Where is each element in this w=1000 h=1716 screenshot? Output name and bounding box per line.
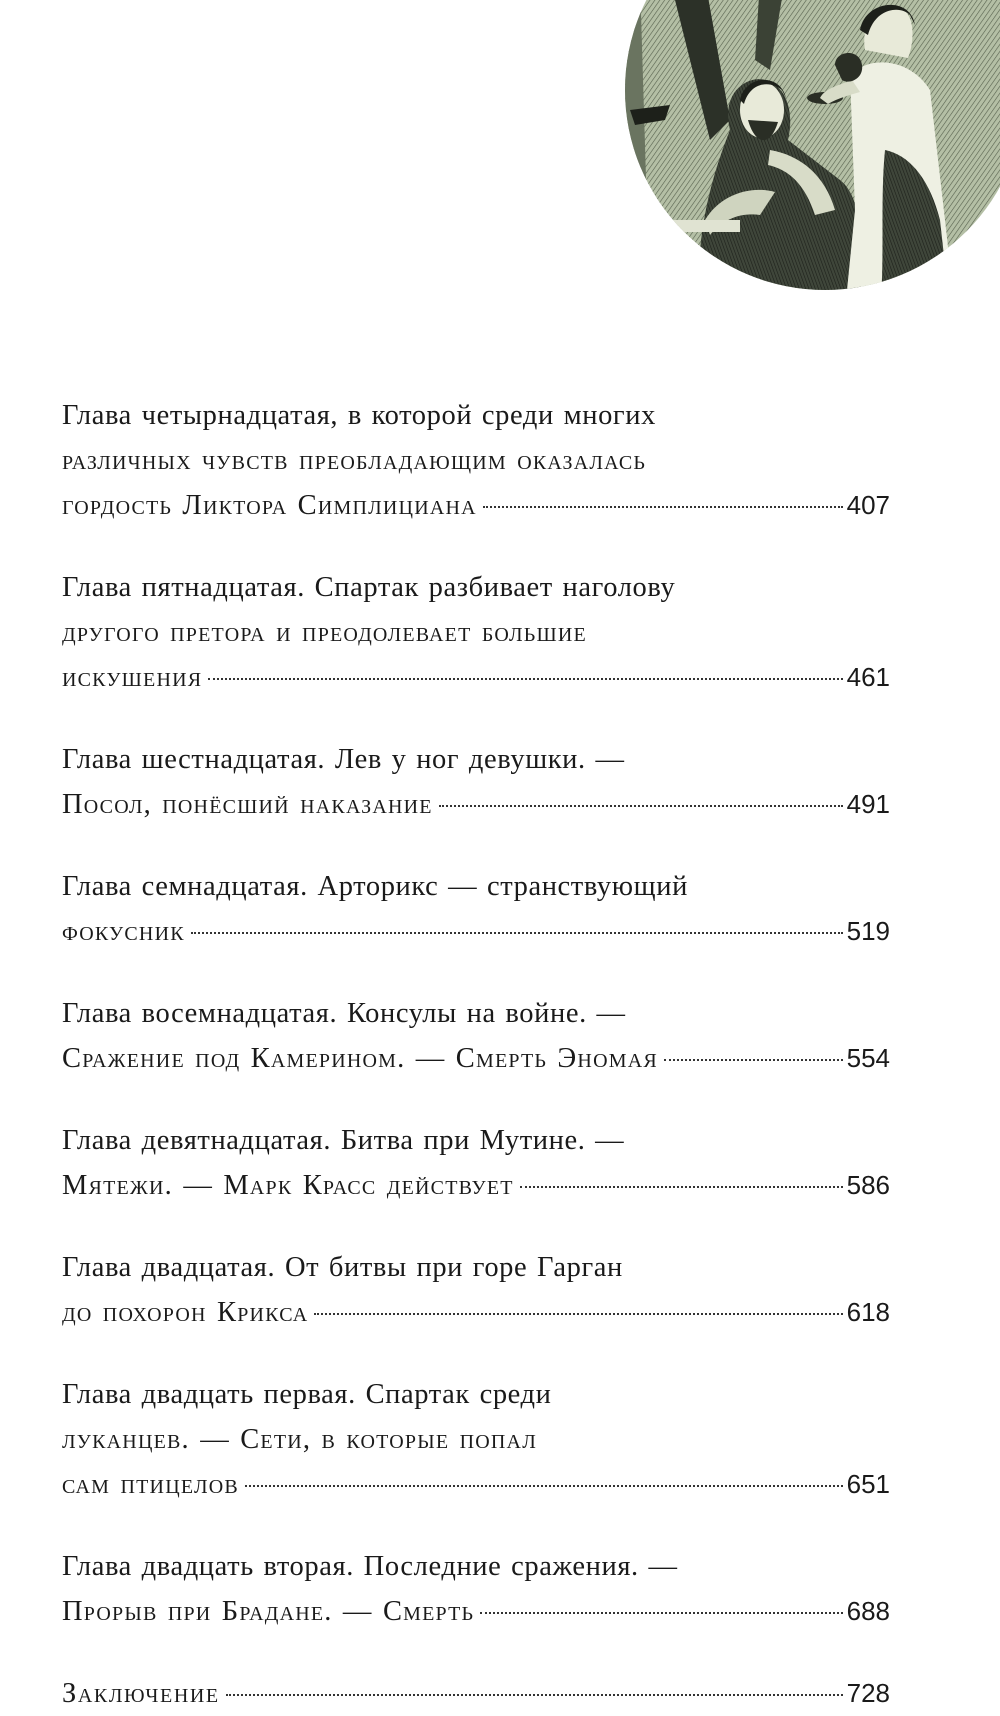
toc-page-number: 407 — [846, 490, 890, 520]
toc-entry[interactable] — [62, 1372, 890, 1507]
toc-entry-title-end: фокусник — [62, 916, 185, 947]
toc-page-number: 618 — [846, 1297, 890, 1327]
toc-entry-final-line — [62, 1589, 890, 1634]
toc-page-number: 461 — [846, 662, 890, 692]
toc-entry-title-line: другого претора и преодолевает большие — [62, 617, 587, 648]
toc-entry[interactable] — [62, 864, 890, 954]
toc-entry[interactable] — [62, 1544, 890, 1634]
toc-entry[interactable] — [62, 1118, 890, 1208]
dot-leader — [314, 1313, 842, 1315]
toc-entry-title-end: сам птицелов — [62, 1469, 239, 1500]
toc-entry-title-line: луканцев. — Сети, в которые попал — [62, 1424, 537, 1455]
toc-entry-final-line — [62, 1671, 890, 1716]
dot-leader — [480, 1612, 842, 1614]
toc-page-number: 491 — [846, 789, 890, 819]
dot-leader — [245, 1485, 843, 1487]
toc-entry-title-end: Посол, понёсший наказание — [62, 789, 433, 820]
toc-entry-title-line: Глава двадцатая. От битвы при горе Гарган — [62, 1252, 623, 1283]
toc-entry-title-end: гордость Ликтора Симплициана — [62, 490, 477, 521]
toc-entry-title-end: Мятежи. — Марк Красс действует — [62, 1170, 514, 1201]
dot-leader — [439, 805, 843, 807]
toc-entry-title-end: до похорон Крикса — [62, 1297, 309, 1328]
toc-page-number: 586 — [846, 1170, 890, 1200]
toc-entry-final-line — [62, 1290, 890, 1335]
toc-entry-title-line: Глава двадцать вторая. Последние сражения. — — [62, 1551, 678, 1582]
toc-page-number: 688 — [846, 1596, 890, 1626]
toc-entry-title-line: Глава семнадцатая. Арторикс — странствующий — [62, 871, 688, 902]
dot-leader — [226, 1694, 843, 1696]
toc-entry[interactable] — [62, 1245, 890, 1335]
toc-entry-final-line — [62, 782, 890, 827]
table-of-contents — [62, 393, 890, 1716]
toc-entry-title-end: Прорыв при Брадане. — Смерть — [62, 1596, 475, 1627]
dot-leader — [483, 506, 843, 508]
toc-page-number: 519 — [846, 916, 890, 946]
dot-leader — [208, 678, 842, 680]
toc-entry-conclusion[interactable] — [62, 1671, 890, 1716]
dot-leader — [191, 932, 843, 934]
engraving-medallion-icon — [610, 0, 1000, 310]
toc-page-number: 651 — [846, 1469, 890, 1499]
toc-entry-final-line — [62, 655, 890, 700]
toc-entry[interactable] — [62, 737, 890, 827]
dot-leader — [520, 1186, 843, 1188]
toc-entry-final-line — [62, 1163, 890, 1208]
toc-entry-title-line: Глава двадцать первая. Спартак среди — [62, 1379, 552, 1410]
toc-entry[interactable] — [62, 393, 890, 528]
toc-entry-final-line — [62, 1462, 890, 1507]
toc-entry-title-line: Глава четырнадцатая, в которой среди многих — [62, 400, 656, 431]
toc-entry-final-line — [62, 909, 890, 954]
toc-page-number: 728 — [846, 1678, 890, 1708]
dot-leader — [664, 1059, 843, 1061]
toc-entry[interactable] — [62, 565, 890, 700]
toc-entry-title-line: Глава девятнадцатая. Битва при Мутине. — — [62, 1125, 625, 1156]
toc-entry-title-end: Заключение — [62, 1678, 220, 1709]
toc-entry[interactable] — [62, 991, 890, 1081]
toc-page-number: 554 — [846, 1043, 890, 1073]
toc-entry-title-end: искушения — [62, 662, 203, 693]
toc-entry-title-line: различных чувств преобладающим оказалась — [62, 445, 647, 476]
toc-entry-title-end: Сражение под Камерином. — Смерть Эномая — [62, 1043, 658, 1074]
toc-entry-final-line — [62, 1036, 890, 1081]
toc-entry-title-line: Глава пятнадцатая. Спартак разбивает наголову — [62, 572, 676, 603]
toc-entry-title-line: Глава восемнадцатая. Консулы на войне. — — [62, 998, 626, 1029]
toc-entry-title-line: Глава шестнадцатая. Лев у ног девушки. — — [62, 744, 625, 775]
toc-entry-final-line — [62, 483, 890, 528]
